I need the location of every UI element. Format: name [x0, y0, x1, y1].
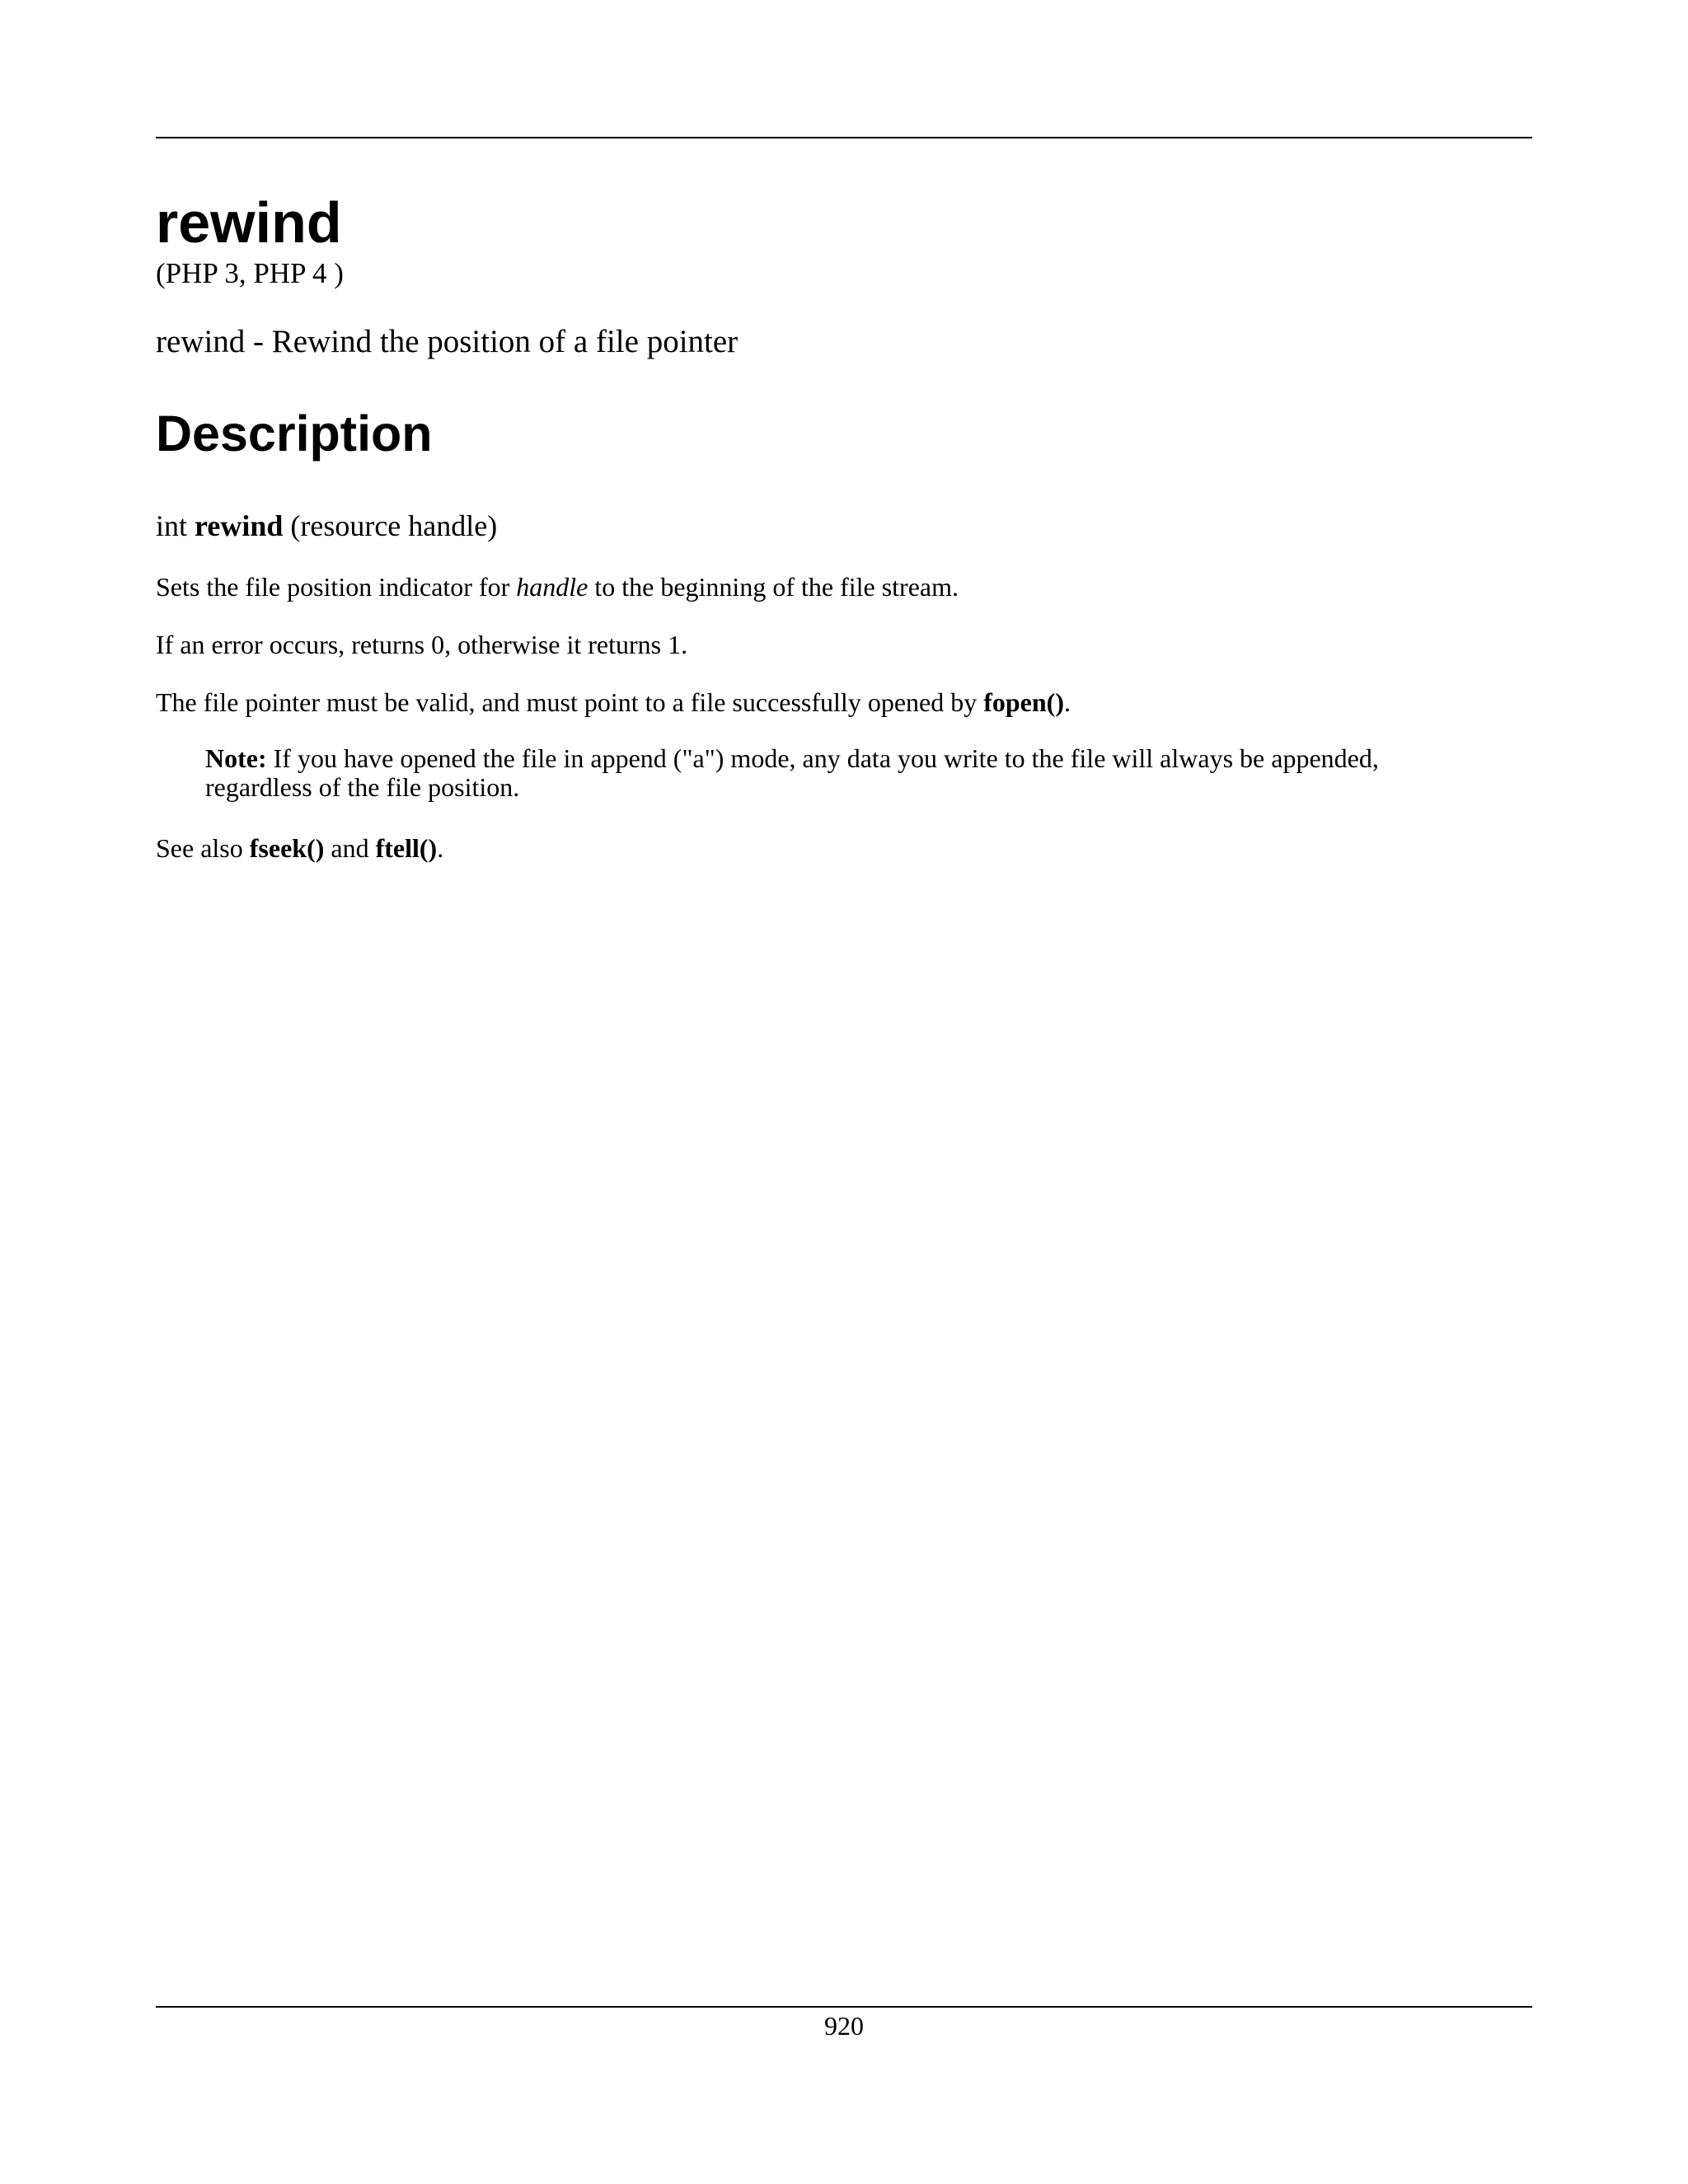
function-ref-fopen: fopen(): [983, 687, 1064, 717]
function-signature: [156, 507, 497, 545]
paragraph-text: .: [1063, 687, 1071, 717]
see-also-conjunction: and: [324, 833, 376, 863]
paragraph-text: Sets the file position indicator for: [156, 572, 517, 602]
note-block: [205, 744, 1491, 802]
paragraph-text: The file pointer must be valid, and must point to a file successfully opened by: [156, 687, 984, 717]
description-heading: Description: [156, 405, 433, 462]
function-ref-fseek: fseek(): [249, 833, 325, 863]
note-text: If you have opened the file in append ("a") mode, any data you write to the file will always be appended, regardless of the file position.: [205, 743, 1379, 802]
page-title: rewind: [156, 190, 342, 255]
header-rule: [156, 137, 1532, 138]
function-ref-ftell: ftell(): [375, 833, 438, 863]
paragraph-file-pointer: [156, 686, 1071, 719]
see-also-suffix: .: [437, 833, 444, 863]
footer-rule: [156, 2006, 1532, 2008]
page-number: 920: [824, 2011, 864, 2041]
version-info: (PHP 3, PHP 4 ): [156, 257, 344, 289]
paragraph-return-values: If an error occurs, returns 0, otherwise it returns 1.: [156, 630, 688, 659]
paragraph-text: to the beginning of the file stream.: [588, 572, 959, 602]
paragraph-position-indicator: [156, 570, 959, 603]
note-label: Note:: [205, 743, 267, 773]
param-handle: handle: [516, 572, 588, 602]
signature-return-type: int: [156, 509, 188, 542]
signature-params: (resource handle): [290, 509, 498, 542]
see-also-prefix: See also: [156, 833, 250, 863]
function-purpose: rewind - Rewind the position of a file pointer: [156, 324, 738, 359]
see-also: [156, 832, 443, 865]
signature-function-name: rewind: [195, 509, 284, 542]
